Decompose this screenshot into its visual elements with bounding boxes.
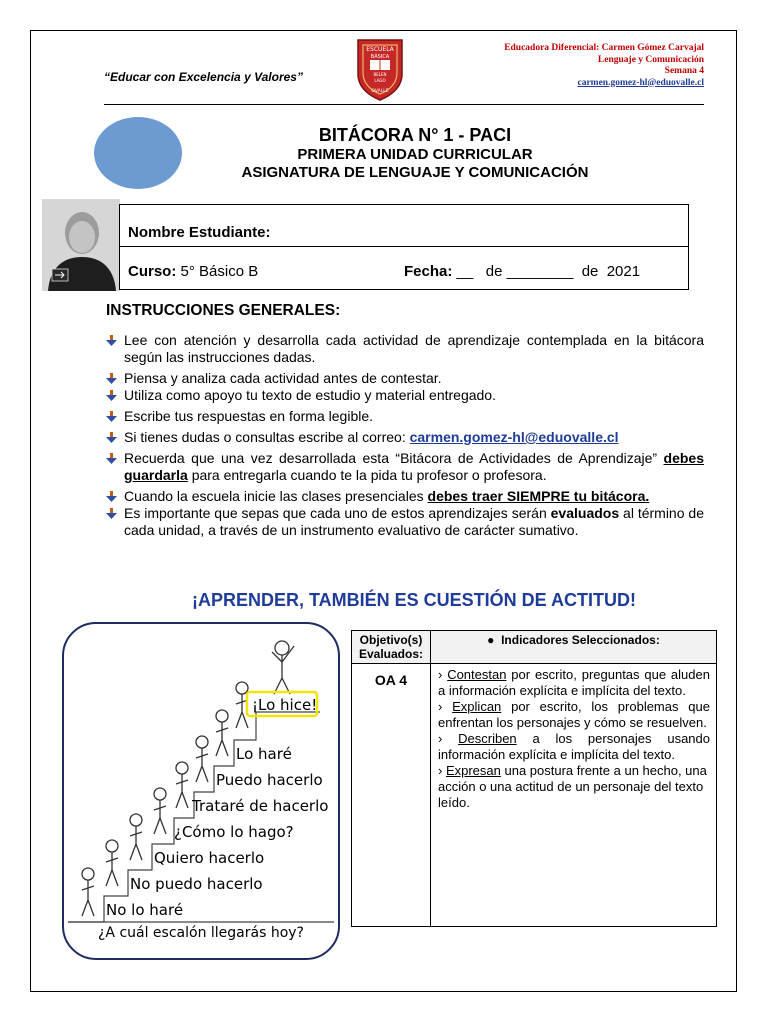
indicator-verb: Explican bbox=[452, 699, 502, 714]
step-label-highlight: ¡Lo hice! bbox=[252, 696, 318, 714]
instruction-emphasis: debes traer SIEMPRE tu bitácora. bbox=[427, 488, 650, 504]
arrow-down-bullet-icon bbox=[106, 411, 117, 422]
title-unit: PRIMERA UNIDAD CURRICULAR bbox=[297, 146, 533, 163]
instruction-item bbox=[106, 505, 704, 539]
date-de-2: de bbox=[581, 263, 599, 280]
indicator-text: una postura frente a un hecho, una acción o una actitud de un personaje del texto leído. bbox=[438, 763, 707, 810]
crest-line5: OVALLE bbox=[371, 89, 389, 94]
indicators-header-text: Indicadores Seleccionados: bbox=[501, 633, 660, 647]
contact-email-link[interactable]: carmen.gomez-hl@eduovalle.cl bbox=[409, 429, 619, 445]
teacher-photo bbox=[42, 199, 120, 291]
arrow-down-bullet-icon bbox=[106, 432, 117, 443]
indicators-cell bbox=[431, 664, 717, 927]
indicator-text: a los personajes usando información explícita e implícita del texto. bbox=[438, 731, 710, 762]
step-label: Trataré de hacerlo bbox=[192, 797, 329, 815]
instruction-item bbox=[106, 370, 704, 387]
date-label: Fecha: bbox=[404, 263, 453, 280]
step-label: Lo haré bbox=[236, 745, 292, 763]
stairs-question: ¿A cuál escalón llegarás hoy? bbox=[97, 925, 304, 941]
teacher-subject: Lenguaje y Comunicación bbox=[597, 54, 704, 65]
attitude-slogan: ¡APRENDER, TAMBIÉN ES CUESTIÓN DE ACTITUD! bbox=[191, 590, 636, 610]
indicator-verb: Describen bbox=[458, 731, 517, 746]
step-label: ¿Cómo lo hago? bbox=[174, 823, 294, 841]
instruction-emphasis: evaluados bbox=[550, 505, 620, 521]
step-label: No puedo hacerlo bbox=[130, 875, 263, 893]
arrow-down-bullet-icon bbox=[106, 335, 117, 346]
instruction-text: Piensa y analiza cada actividad antes de contestar. bbox=[124, 370, 442, 386]
arrow-down-bullet-icon bbox=[106, 390, 117, 401]
student-info-box bbox=[119, 204, 689, 290]
arrow-down-bullet-icon bbox=[106, 508, 117, 519]
instruction-text: Cuando la escuela inicie las clases presenciales bbox=[124, 488, 428, 504]
week-label: Semana 4 bbox=[664, 66, 704, 76]
instruction-text: Si tienes dudas o consultas escribe al correo: bbox=[124, 429, 410, 445]
date-field[interactable] bbox=[404, 263, 640, 280]
instructions-title: INSTRUCCIONES GENERALES: bbox=[106, 302, 341, 319]
objective-header: Objetivo(s) Evaluados: bbox=[352, 631, 431, 664]
crest-line1: ESCUELA bbox=[366, 46, 394, 53]
step-label: Puedo hacerlo bbox=[216, 771, 323, 789]
indicator-item: › Contestan por escrito, preguntas que aluden a información explícita e implícita del texto. bbox=[438, 667, 710, 698]
instruction-emphasis: debes guardarla bbox=[124, 450, 704, 483]
indicator-item: › Expresan una postura frente a un hecho, una acción o una actitud de un personaje del texto leído. bbox=[438, 763, 707, 810]
title-subject: ASIGNATURA DE LENGUAJE Y COMUNICACIÓN bbox=[241, 164, 589, 181]
course-date-row bbox=[128, 263, 678, 280]
instruction-item bbox=[106, 332, 704, 366]
indicator-item: › Describen a los personajes usando información explícita e implícita del texto. bbox=[438, 731, 710, 762]
arrow-down-bullet-icon bbox=[106, 453, 117, 464]
course-value: 5° Básico B bbox=[180, 263, 259, 280]
crest-line4: LAGO bbox=[374, 78, 386, 83]
date-month-blank: ________ bbox=[506, 263, 574, 280]
teacher-name: Educadora Diferencial: Carmen Gómez Carvajal bbox=[504, 43, 704, 53]
instruction-text: Escribe tus respuestas en forma legible. bbox=[124, 408, 374, 424]
info-divider bbox=[120, 246, 688, 247]
instruction-item bbox=[106, 387, 704, 404]
instruction-text: Lee con atención y desarrolla cada actividad de aprendizaje contemplada en la bitácora según las instrucciones dadas. bbox=[124, 332, 704, 365]
instruction-item bbox=[106, 450, 704, 484]
instruction-text: Es importante que sepas que cada uno de estos aprendizajes serán bbox=[124, 505, 551, 521]
header-divider bbox=[104, 104, 704, 105]
school-crest-logo bbox=[354, 36, 406, 102]
instruction-item bbox=[106, 408, 704, 425]
teacher-info bbox=[504, 43, 704, 89]
instruction-item bbox=[106, 488, 704, 505]
document-title bbox=[150, 125, 680, 182]
teacher-portrait-icon bbox=[42, 199, 120, 291]
objectives-table bbox=[351, 630, 717, 927]
indicators-header: ● Indicadores Seleccionados: bbox=[431, 631, 717, 664]
step-label: No lo haré bbox=[106, 901, 184, 919]
instruction-text: Utiliza como apoyo tu texto de estudio y material entregado. bbox=[124, 387, 496, 403]
indicator-text: por escrito, preguntas que aluden a información explícita e implícita del texto. bbox=[438, 667, 710, 698]
arrow-down-bullet-icon bbox=[106, 491, 117, 502]
instruction-text: al término de cada unidad, a través de un instrumento evaluativo de carácter sumativo. bbox=[124, 505, 704, 538]
date-year: 2021 bbox=[606, 263, 641, 280]
instructions-list bbox=[106, 332, 704, 543]
objective-cell: OA 4 bbox=[352, 664, 431, 927]
attitude-stairs-illustration bbox=[62, 622, 340, 960]
instruction-text: para entregarla cuando te la pida tu profesor o profesora. bbox=[187, 467, 547, 483]
indicator-text: por escrito, los problemas que enfrentan los personajes y cómo se resuelven. bbox=[438, 699, 710, 730]
instruction-text: Recuerda que una vez desarrollada esta “Bitácora de Actividades de Aprendizaje” bbox=[124, 450, 664, 466]
indicator-verb: Contestan bbox=[447, 667, 507, 682]
crest-line2: BÁSICA bbox=[370, 54, 390, 60]
date-day-blank: __ bbox=[456, 263, 474, 280]
instruction-item bbox=[106, 429, 704, 446]
step-label: Quiero hacerlo bbox=[154, 849, 265, 867]
student-name-label: Nombre Estudiante: bbox=[128, 224, 271, 241]
school-motto: “Educar con Excelencia y Valores” bbox=[104, 70, 303, 84]
indicator-item: › Explican por escrito, los problemas que enfrentan los personajes y cómo se resuelven. bbox=[438, 699, 710, 730]
indicator-verb: Expresan bbox=[445, 763, 501, 778]
date-de-1: de bbox=[485, 263, 503, 280]
title-main: BITÁCORA N° 1 - PACI bbox=[318, 125, 512, 145]
arrow-down-bullet-icon bbox=[106, 373, 117, 384]
crest-line3: BELEN bbox=[373, 72, 387, 77]
teacher-email-link[interactable]: carmen.gomez-hl@eduovalle.cl bbox=[577, 77, 704, 88]
course-label: Curso: bbox=[128, 263, 177, 280]
